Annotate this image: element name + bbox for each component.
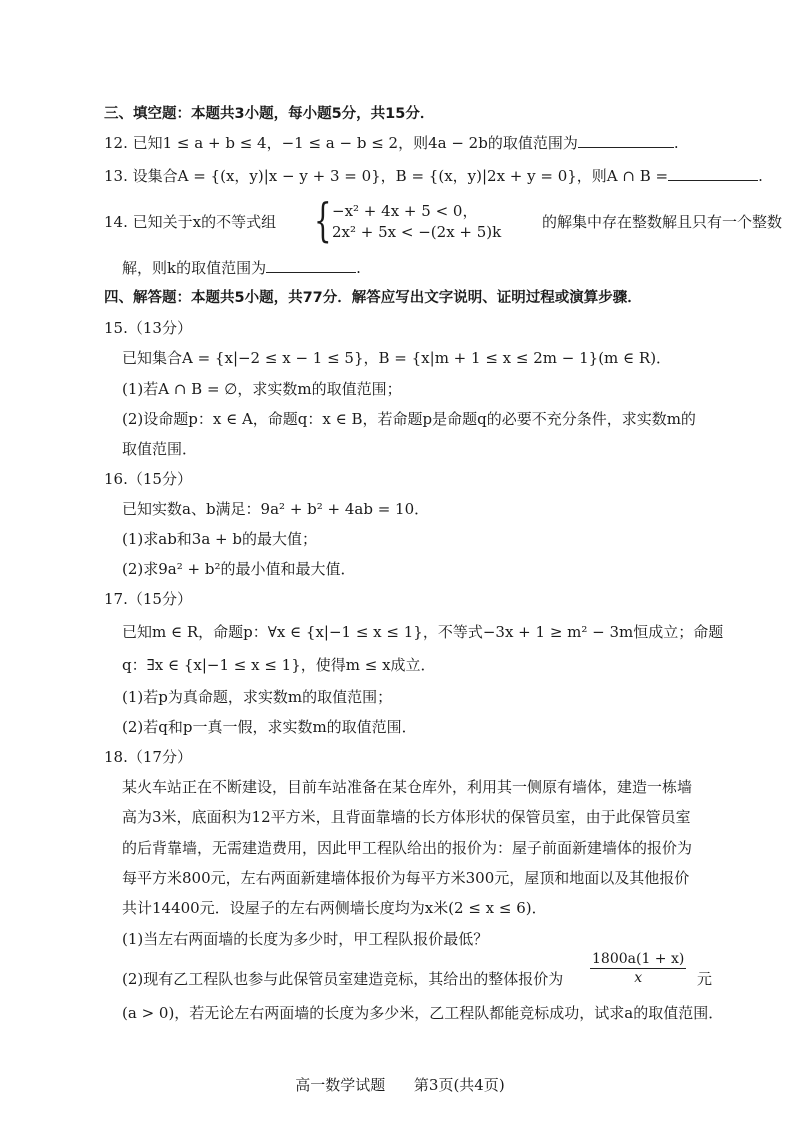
inequality-row-1: −x² + 4x + 5 < 0， — [332, 202, 478, 220]
question-18-line1: 某火车站正在不断建设，目前车站准备在某仓库外，利用其一侧原有墙体，建造一栋墙 — [122, 778, 693, 796]
question-13-text: 13. 设集合A = {(x，y)|x − y + 3 = 0}，B = {(x，y)|2x + y = 0}，则A ∩ B = — [104, 167, 669, 185]
price-unit: 元 — [697, 970, 713, 988]
price-fraction — [590, 950, 686, 987]
question-17-part2: (2)若q和p一真一假，求实数m的取值范围． — [122, 718, 417, 736]
question-15-part2-cont: 取值范围． — [122, 440, 198, 458]
question-16-title: 16.（15分） — [104, 470, 192, 488]
question-17-title: 17.（15分） — [104, 590, 192, 608]
footer-page-number: 第3页(共4页) — [413, 1076, 505, 1094]
fraction-denominator: x — [634, 970, 643, 986]
question-15-stem: 已知集合A = {x|−2 ≤ x − 1 ≤ 5}，B = {x|m + 1 ≤ x ≤ 2m − 1}(m ∈ R)． — [122, 349, 672, 367]
answer-blank-12 — [578, 133, 674, 148]
question-15-title: 15.（13分） — [104, 319, 192, 337]
question-18-part2-cont: (a > 0)，若无论左右两面墙的长度为多少米，乙工程队都能竞标成功，试求a的取值范围． — [122, 1004, 724, 1022]
inequality-row-2: 2x² + 5x < −(2x + 5)k — [332, 223, 502, 241]
question-14-end: . — [356, 259, 361, 277]
question-14-tail: 的解集中存在整数解且只有一个整数 — [542, 213, 783, 231]
question-17-stem-cont: q：∃x ∈ {x|−1 ≤ x ≤ 1}，使得m ≤ x成立． — [122, 656, 436, 674]
question-16-stem: 已知实数a、b满足：9a² + b² + 4ab = 10． — [122, 500, 430, 518]
question-18-line2: 高为3米，底面积为12平方米，且背面靠墙的长方体形状的保管员室，由于此保管员室 — [122, 808, 691, 826]
question-14-line2 — [122, 258, 740, 278]
fraction-numerator: 1800a(1 + x) — [592, 951, 685, 967]
question-13 — [104, 166, 763, 186]
question-12 — [104, 133, 740, 153]
answer-blank-13 — [668, 166, 758, 181]
question-18-line3: 的后背靠墙，无需建造费用，因此甲工程队给出的报价为：屋子前面新建墙体的报价为 — [122, 839, 693, 857]
question-13-end: . — [758, 167, 763, 185]
question-15-part2: (2)设命题p：x ∈ A，命题q：x ∈ B，若命题p是命题q的必要不充分条件，求实数m的 — [122, 410, 696, 428]
question-18-line5: 共计14400元．设屋子的左右两侧墙长度均为x米(2 ≤ x ≤ 6)． — [122, 899, 547, 917]
question-16-part1: (1)求ab和3a + b的最大值； — [122, 530, 317, 548]
answer-blank-14 — [266, 258, 356, 273]
question-17-part1: (1)若p为真命题，求实数m的取值范围； — [122, 688, 393, 706]
page-footer — [0, 1074, 800, 1095]
question-14-line2-text: 解，则k的取值范围为 — [122, 259, 267, 277]
question-16-part2: (2)求9a² + b²的最小值和最大值． — [122, 560, 356, 578]
section3-header: 三、填空题：本题共3小题，每小题5分，共15分． — [104, 106, 435, 122]
question-12-end: . — [673, 134, 679, 152]
question-15-part1: (1)若A ∩ B = ∅，求实数m的取值范围； — [122, 380, 402, 398]
question-12-text: 12. 已知1 ≤ a + b ≤ 4，−1 ≤ a − b ≤ 2，则4a − 2b的取值范围为 — [104, 134, 578, 152]
footer-subject: 高一数学试题 — [295, 1076, 386, 1094]
question-18-title: 18.（17分） — [104, 748, 192, 766]
question-18-part1: (1)当左右两面墙的长度为多少时，甲工程队报价最低？ — [122, 930, 489, 948]
question-14-lead: 14. 已知关于x的不等式组 — [104, 213, 277, 231]
question-18-part2-lead: (2)现有乙工程队也参与此保管员室建造竞标，其给出的整体报价为 — [122, 970, 564, 988]
question-17-stem: 已知m ∈ R，命题p：∀x ∈ {x|−1 ≤ x ≤ 1}，不等式−3x + 1 ≥ m² − 3m恒成立；命题 — [122, 623, 724, 641]
question-18-line4: 每平方米800元，左右两面新建墙体报价为每平方米300元，屋顶和地面以及其他报价 — [122, 869, 690, 887]
question-14 — [104, 193, 783, 248]
system-brace: { — [314, 193, 332, 247]
section4-header: 四、解答题：本题共5小题，共77分．解答应写出文字说明、证明过程或演算步骤． — [104, 290, 642, 306]
